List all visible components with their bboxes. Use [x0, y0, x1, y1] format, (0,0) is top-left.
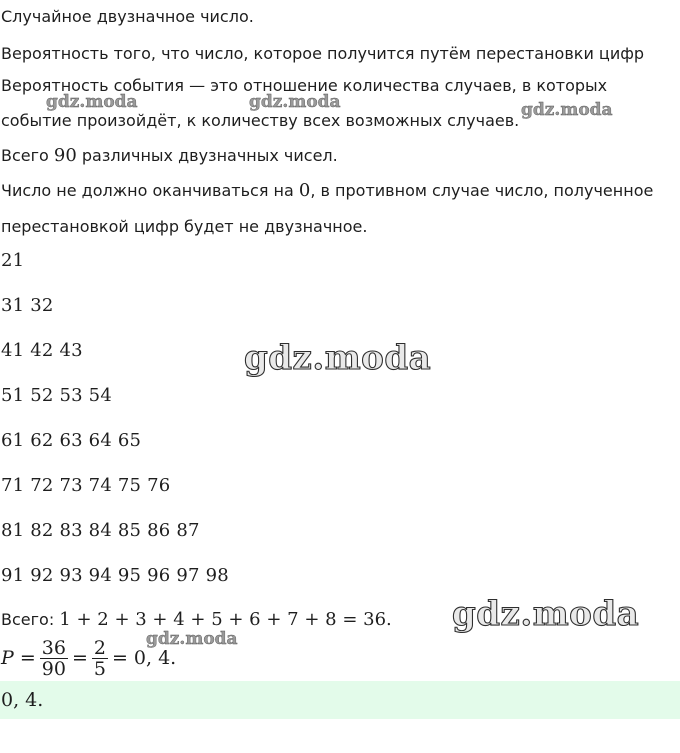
number-row-8: 91 92 93 94 95 96 97 98 — [1, 565, 229, 586]
number-row-1: 21 — [1, 250, 25, 271]
watermark-logo: gdz.moda — [46, 92, 138, 112]
answer-box — [0, 681, 680, 719]
text-line-6 — [1, 181, 653, 201]
text-line-7: перестановкой цифр будет не двузначное. — [1, 217, 368, 236]
fraction-36-90 — [40, 638, 68, 679]
text-line-3: Вероятность события — это отношение количества случаев, в которых — [1, 76, 608, 95]
text-total-prefix: Всего — [1, 146, 54, 165]
text-ending-suffix: , в противном случае число, полученное — [310, 181, 654, 200]
number-row-7: 81 82 83 84 85 86 87 — [1, 520, 200, 541]
text-line-5 — [1, 146, 338, 166]
watermark-logo: gdz.moda — [244, 338, 432, 378]
watermark-logo: gdz.moda — [521, 100, 613, 120]
number-row-4: 51 52 53 54 — [1, 385, 112, 406]
fraction-2-5 — [92, 638, 108, 679]
fraction-2-numerator: 2 — [93, 636, 106, 659]
total-expression: 1 + 2 + 3 + 4 + 5 + 6 + 7 + 8 = 36. — [59, 609, 392, 630]
number-row-6: 71 72 73 74 75 76 — [1, 475, 171, 496]
text-ending-prefix: Число не должно оканчиваться на — [1, 181, 299, 200]
text-line-4: событие произойдёт, к количеству всех возможных случаев. — [1, 111, 520, 130]
number-row-2: 31 32 — [1, 295, 54, 316]
number-row-3: 41 42 43 — [1, 340, 83, 361]
total-label: Всего: — [1, 610, 60, 629]
fraction-1-denominator: 90 — [41, 657, 66, 680]
watermark-logo: gdz.moda — [452, 594, 640, 634]
watermark-logo: gdz.moda — [146, 629, 238, 649]
watermark-logo: gdz.moda — [249, 92, 341, 112]
math-ninety: 90 — [53, 145, 77, 166]
fraction-2-denominator: 5 — [93, 657, 106, 680]
text-line-1: Случайное двузначное число. — [1, 7, 254, 26]
formula-result: = 0, 4. — [111, 647, 177, 669]
text-line-2: Вероятность того, что число, которое получится путём перестановки цифр — [1, 44, 645, 63]
text-total-suffix: различных двузначных чисел. — [76, 146, 338, 165]
math-zero: 0 — [298, 180, 311, 201]
answer-value: 0, 4. — [1, 689, 44, 711]
number-row-5: 61 62 63 64 65 — [1, 430, 142, 451]
formula-lhs: P = — [1, 647, 36, 669]
fraction-1-numerator: 36 — [41, 636, 66, 659]
formula-equals: = — [71, 647, 88, 669]
total-line — [1, 610, 392, 630]
